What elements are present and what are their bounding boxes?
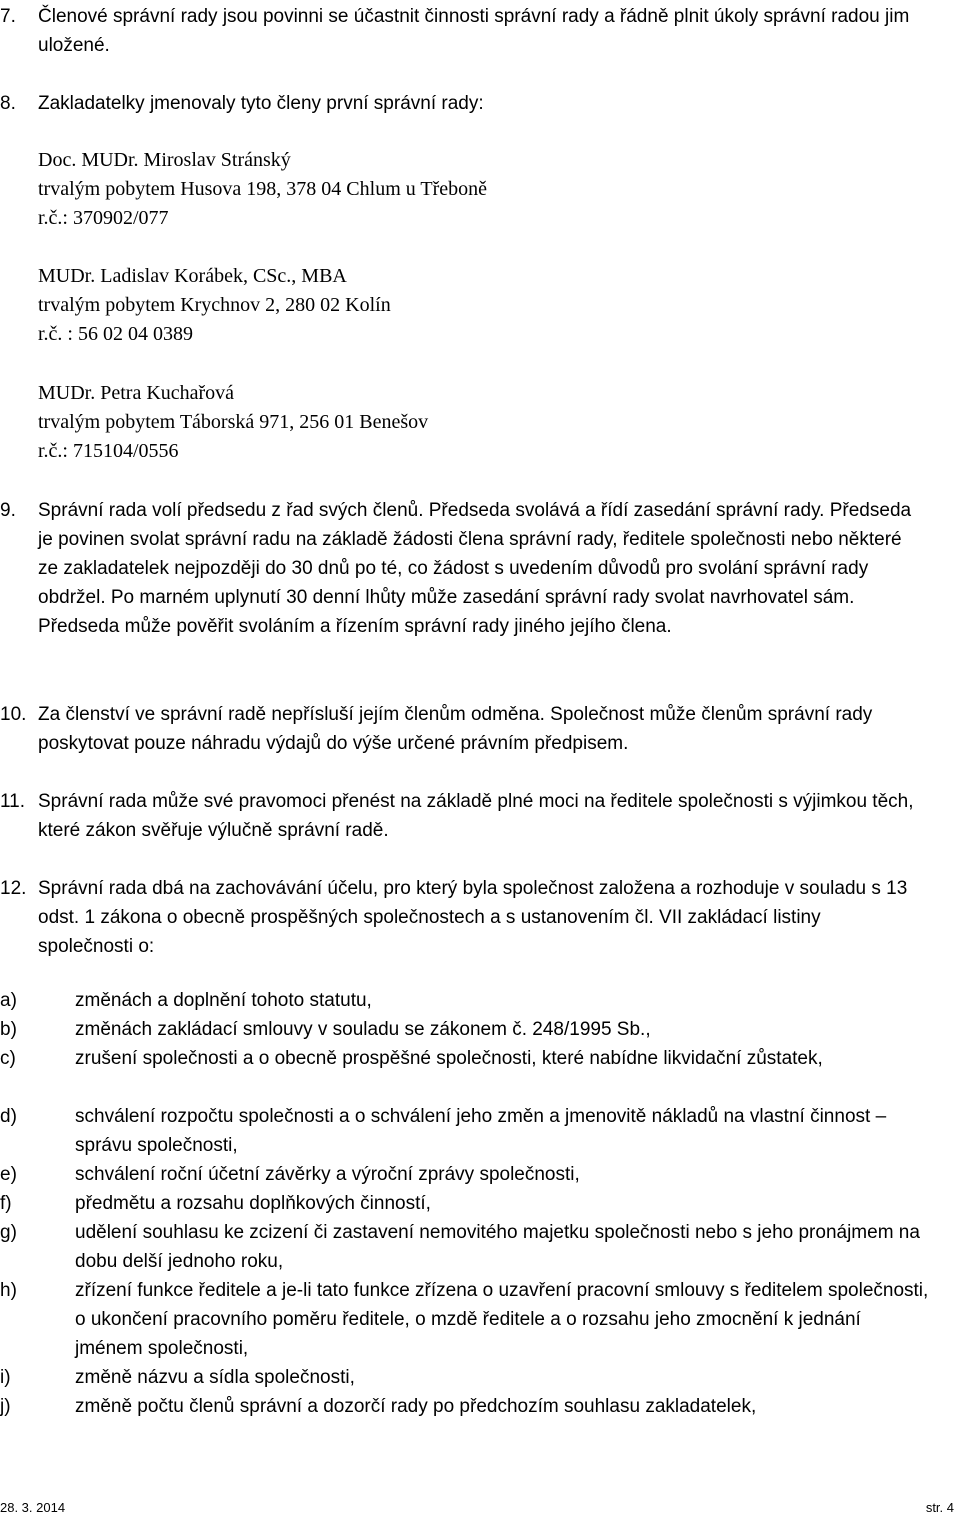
list-item-d <box>0 1102 930 1160</box>
member-name: MUDr. Ladislav Korábek, CSc., MBA <box>38 265 347 287</box>
member-address: trvalým pobytem Táborská 971, 256 01 Benešov <box>38 411 429 433</box>
list-text: změnách zakládací smlouvy v souladu se zákonem č. 248/1995 Sb., <box>75 1019 651 1040</box>
board-member-2 <box>38 262 391 349</box>
list-label: c) <box>0 1048 16 1069</box>
list-item-a <box>0 986 930 1015</box>
list-text: změně počtu členů správní a dozorčí rady po předchozím souhlasu zakladatelek, <box>75 1396 757 1417</box>
list-item-h <box>0 1276 930 1363</box>
list-item-e <box>0 1160 930 1189</box>
list-label: a) <box>0 990 17 1011</box>
footer-date: 28. 3. 2014 <box>0 1500 66 1515</box>
section-number: 9. <box>0 500 16 521</box>
list-label: e) <box>0 1164 17 1185</box>
list-label: h) <box>0 1280 17 1301</box>
list-label: f) <box>0 1193 12 1214</box>
section-10 <box>0 700 920 758</box>
list-item-c <box>0 1044 930 1073</box>
section-text: Zakladatelky jmenovaly tyto členy první správní rady: <box>38 93 484 114</box>
member-id: r.č.: 715104/0556 <box>38 440 179 462</box>
section-number: 8. <box>0 93 16 114</box>
footer-page-number: str. 4 <box>925 1500 954 1515</box>
section-11 <box>0 787 920 845</box>
list-label: d) <box>0 1106 17 1127</box>
list-text: schválení rozpočtu společnosti a o schválení jeho změn a jmenovitě nákladů na vlastní činnost – správu společnosti, <box>75 1106 887 1156</box>
section-number: 7. <box>0 6 16 27</box>
list-item-i <box>0 1363 930 1392</box>
list-text: změně názvu a sídla společnosti, <box>75 1367 355 1388</box>
section-text: Členové správní rady jsou povinni se účastnit činnosti správní rady a řádně plnit úkoly správní radou jim uložené. <box>38 6 910 56</box>
list-text: zřízení funkce ředitele a je-li tato funkce zřízena o uzavření pracovní smlouvy s ředitelem společnosti, o ukončení pracovního poměru ředitele, o mzdě ředitele a o rozsahu jeho zmocnění k jednání jménem společnosti, <box>75 1280 929 1359</box>
member-name: MUDr. Petra Kuchařová <box>38 382 235 404</box>
member-address: trvalým pobytem Krychnov 2, 280 02 Kolín <box>38 294 391 316</box>
list-text: schválení roční účetní závěrky a výroční zprávy společnosti, <box>75 1164 580 1185</box>
member-address: trvalým pobytem Husova 198, 378 04 Chlum u Třeboně <box>38 178 488 200</box>
section-text: Správní rada volí předsedu z řad svých členů. Předseda svolává a řídí zasedání správní rady. Předseda je povinen svolat správní radu na základě žádosti člena správní rady, ředitele společnosti nebo některé ze zakladatelek nejpozději do 30 dnů po té, co žádost s uvedením důvodů pro svolání správní rady obdržel. Po marném uplynutí 30 denní lhůty může zasedání správní rady svolat navrhovatel sám. Předseda může pověřit svoláním a řízením správní rady jiného jejího člena. <box>38 500 912 637</box>
list-text: předmětu a rozsahu doplňkových činností, <box>75 1193 431 1214</box>
list-label: g) <box>0 1222 17 1243</box>
list-item-g <box>0 1218 930 1276</box>
section-8 <box>0 89 920 118</box>
section-text: Správní rada dbá na zachovávání účelu, pro který byla společnost založena a rozhoduje v souladu s 13 odst. 1 zákona o obecně prospěšných společnostech a s ustanovením čl. VII zakládací listiny společnosti o: <box>38 878 908 957</box>
section-number: 12. <box>0 878 27 899</box>
member-id: r.č. : 56 02 04 0389 <box>38 323 193 345</box>
section-number: 10. <box>0 704 27 725</box>
section-text: Za členství ve správní radě nepřísluší jejím členům odměna. Společnost může členům správní rady poskytovat pouze náhradu výdajů do výše určené právním předpisem. <box>38 704 873 754</box>
member-name: Doc. MUDr. Miroslav Stránský <box>38 149 291 171</box>
list-item-f <box>0 1189 930 1218</box>
section-number: 11. <box>0 791 26 812</box>
list-text: zrušení společnosti a o obecně prospěšné společnosti, které nabídne likvidační zůstatek, <box>75 1048 823 1069</box>
board-member-1 <box>38 146 487 233</box>
list-text: změnách a doplnění tohoto statutu, <box>75 990 372 1011</box>
list-label: i) <box>0 1367 11 1388</box>
section-12 <box>0 874 920 961</box>
list-item-j <box>0 1392 930 1421</box>
list-label: j) <box>0 1396 11 1417</box>
section-text: Správní rada může své pravomoci přenést na základě plné moci na ředitele společnosti s výjimkou těch, které zákon svěřuje výlučně správní radě. <box>38 791 914 841</box>
board-member-3 <box>38 379 428 466</box>
member-id: r.č.: 370902/077 <box>38 207 169 229</box>
list-label: b) <box>0 1019 17 1040</box>
list-text: udělení souhlasu ke zcizení či zastavení nemovitého majetku společnosti nebo s jeho pronájmem na dobu delší jednoho roku, <box>75 1222 920 1272</box>
list-item-b <box>0 1015 930 1044</box>
section-7 <box>0 2 920 60</box>
section-9 <box>0 496 920 641</box>
